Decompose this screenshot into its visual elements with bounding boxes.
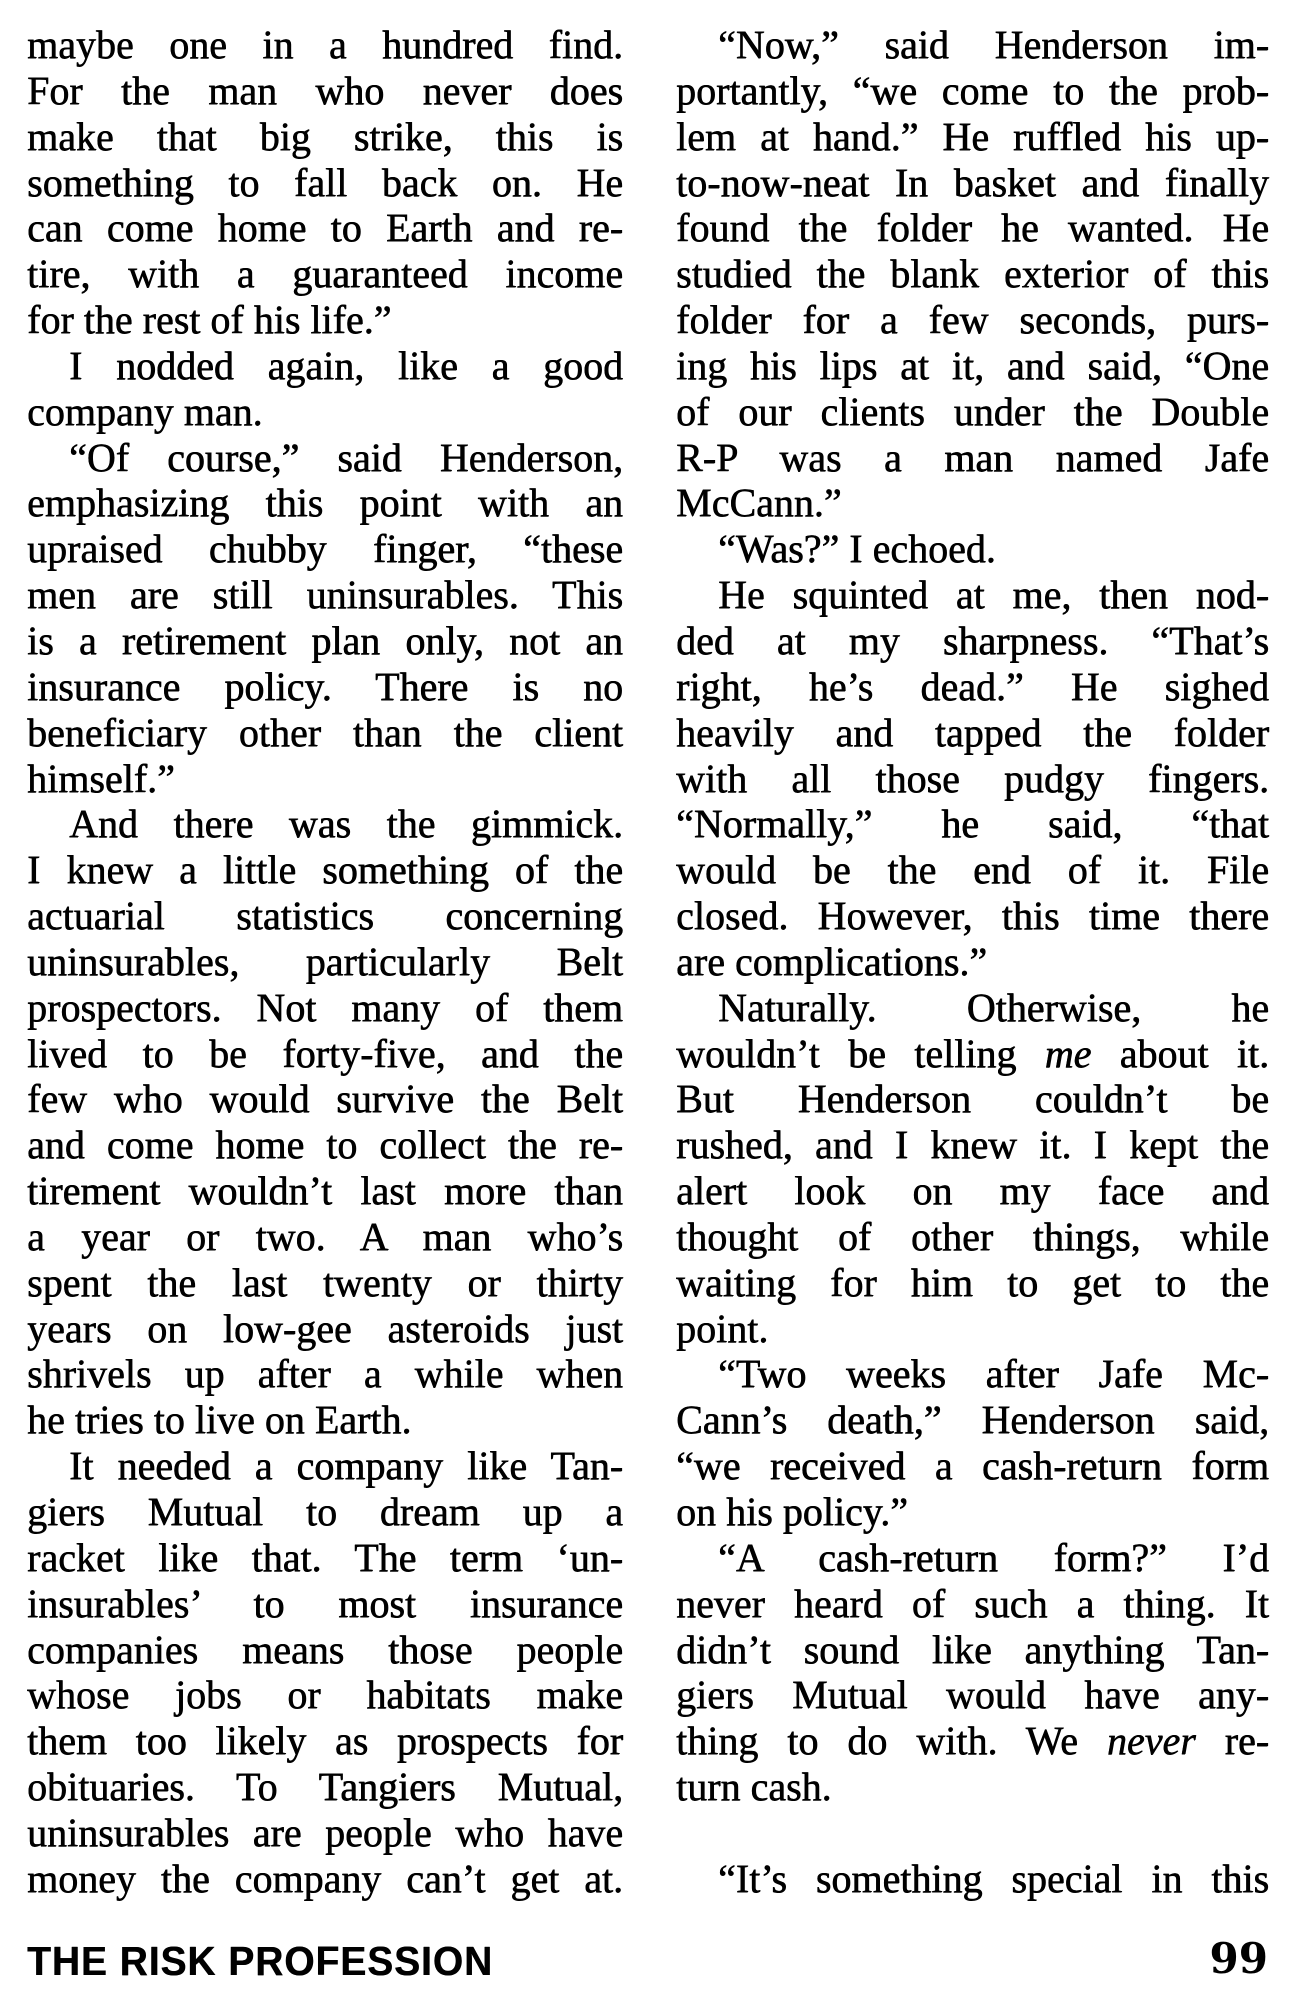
text-line: giers Mutual to dream up a: [27, 1489, 623, 1534]
text-line: And there was the gimmick.: [69, 801, 623, 847]
text-line: ded at my sharpness. “That’s: [676, 617, 1269, 663]
text-line: uninsurables, particularly Belt: [27, 938, 623, 984]
page-number: 99: [1209, 1934, 1268, 1983]
text-line: of our clients under the Double: [676, 388, 1269, 434]
text-line: actuarial statistics concerning: [27, 893, 623, 939]
text-line: tire, with a guaranteed income: [27, 251, 623, 297]
text-line: are complications.”: [676, 938, 987, 984]
text-line: thought of other things, while: [676, 1213, 1269, 1259]
text-line: on his policy.”: [676, 1489, 908, 1534]
text-line: and come home to collect the re-: [27, 1122, 623, 1168]
text-line: closed. However, this time there: [676, 893, 1269, 939]
column-left: [27, 22, 623, 1902]
text-line: years on low-gee asteroids just: [27, 1305, 623, 1351]
text-line: For the man who never does: [27, 67, 623, 113]
text-line: “It’s something special in this: [718, 1855, 1269, 1901]
text-line: “Normally,” he said, “that: [676, 801, 1269, 847]
text-line: he tries to live on Earth.: [27, 1397, 412, 1443]
text-line: spent the last twenty or thirty: [27, 1259, 623, 1305]
text-line: few who would survive the Belt: [27, 1076, 623, 1122]
text-line: men are still uninsurables. This: [27, 572, 623, 618]
text-line: “we received a cash-return form: [676, 1443, 1269, 1489]
text-line: upraised chubby finger, “these: [27, 526, 623, 572]
text-line: folder for a few seconds, purs-: [676, 297, 1269, 343]
text-line: rushed, and I knew it. I kept the: [676, 1122, 1269, 1168]
text-line: “Was?” I echoed.: [718, 526, 996, 572]
text-line: emphasizing this point with an: [27, 480, 623, 526]
text-line: ing his lips at it, and said, “One: [676, 342, 1269, 388]
text-line: He squinted at me, then nod-: [718, 572, 1269, 618]
text-line: R-P was a man named Jafe: [676, 434, 1269, 480]
text-line: “Of course,” said Henderson,: [69, 434, 623, 480]
text-line: to-now-neat In basket and finally: [676, 159, 1269, 205]
text-line: didn’t sound like anything Tan-: [676, 1626, 1269, 1672]
text-line: insurables’ to most insurance: [27, 1580, 623, 1626]
text-line: “Now,” said Henderson im-: [718, 22, 1269, 67]
text-line: something to fall back on. He: [27, 159, 623, 205]
text-line: It needed a company like Tan-: [69, 1443, 623, 1489]
text-line: Cann’s death,” Henderson said,: [676, 1397, 1269, 1443]
text-line: lived to be forty-five, and the: [27, 1030, 623, 1076]
text-line: uninsurables are people who have: [27, 1809, 623, 1855]
text-line: would be the end of it. File: [676, 847, 1269, 893]
text-line: obituaries. To Tangiers Mutual,: [27, 1764, 623, 1810]
text-line: studied the blank exterior of this: [676, 251, 1269, 297]
text-line: I nodded again, like a good: [69, 342, 623, 388]
text-line: prospectors. Not many of them: [27, 984, 623, 1030]
text-line: insurance policy. There is no: [27, 663, 623, 709]
text-line: make that big strike, this is: [27, 113, 623, 159]
text-line: lem at hand.” He ruffled his up-: [676, 113, 1269, 159]
text-line: heavily and tapped the folder: [676, 709, 1269, 755]
column-right: [676, 22, 1269, 1902]
text-line: whose jobs or habitats make: [27, 1672, 623, 1718]
text-line: beneficiary other than the client: [27, 709, 623, 755]
text-line: waiting for him to get to the: [676, 1259, 1269, 1305]
text-line: them too likely as prospects for: [27, 1718, 623, 1764]
text-line: himself.”: [27, 755, 175, 801]
text-line: turn cash.: [676, 1764, 832, 1810]
text-line: portantly, “we come to the prob-: [676, 67, 1269, 113]
text-line: racket like that. The term ‘un-: [27, 1534, 623, 1580]
text-line: alert look on my face and: [676, 1168, 1269, 1214]
text-line: for the rest of his life.”: [27, 297, 392, 343]
text-line: tirement wouldn’t last more than: [27, 1168, 623, 1214]
text-line: shrivels up after a while when: [27, 1351, 623, 1397]
text-line: with all those pudgy fingers.: [676, 755, 1269, 801]
text-line: “A cash-return form?” I’d: [718, 1534, 1269, 1580]
text-line: maybe one in a hundred find.: [27, 22, 623, 67]
text-line: wouldn’t be telling me about it.: [676, 1030, 1270, 1076]
text-line: giers Mutual would have any-: [676, 1672, 1269, 1718]
text-line: a year or two. A man who’s: [27, 1213, 623, 1259]
text-line: never heard of such a thing. It: [676, 1580, 1269, 1626]
text-line: found the folder he wanted. He: [676, 205, 1269, 251]
text-line: can come home to Earth and re-: [27, 205, 623, 251]
text-line: McCann.”: [676, 480, 842, 526]
text-line: Naturally. Otherwise, he: [718, 984, 1269, 1030]
text-line: companies means those people: [27, 1626, 623, 1672]
text-line: point.: [676, 1305, 769, 1351]
text-line: right, he’s dead.” He sighed: [676, 663, 1269, 709]
text-line: thing to do with. We never re-: [676, 1718, 1269, 1764]
text-line: I knew a little something of the: [27, 847, 623, 893]
text-line: [676, 1810, 1269, 1856]
text-line: is a retirement plan only, not an: [27, 617, 623, 663]
text-line: “Two weeks after Jafe Mc-: [718, 1351, 1269, 1397]
running-title: THE RISK PROFESSION: [27, 1938, 494, 1984]
text-line: money the company can’t get at.: [27, 1855, 623, 1901]
text-line: company man.: [27, 388, 263, 434]
text-line: But Henderson couldn’t be: [676, 1076, 1269, 1122]
